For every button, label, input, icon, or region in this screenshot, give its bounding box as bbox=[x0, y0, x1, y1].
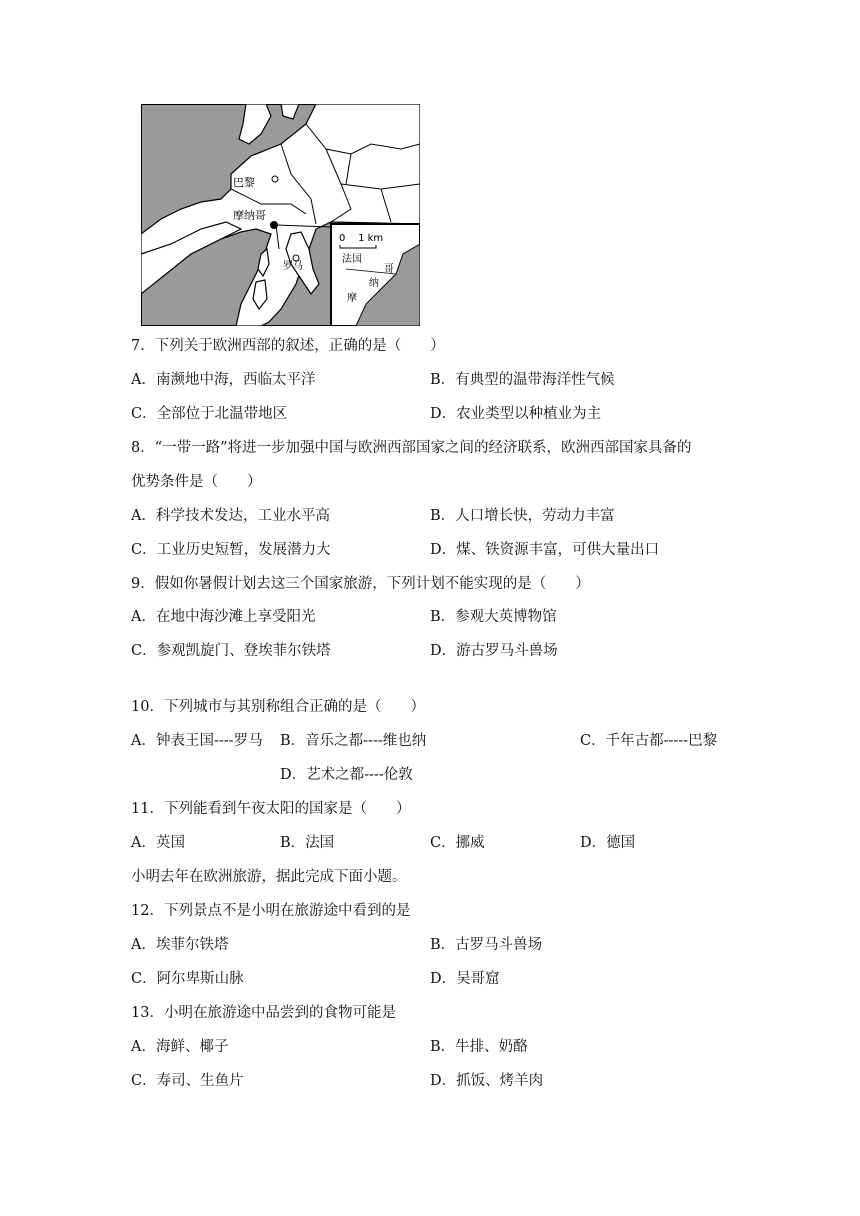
q7-option-d[interactable]: D．农业类型以种植业为主 bbox=[430, 406, 602, 422]
q12-option-d[interactable]: D．吴哥窟 bbox=[430, 971, 500, 987]
q11-stem: 11．下列能看到午夜太阳的国家是（ ） bbox=[131, 801, 411, 817]
q10-option-b[interactable]: B．音乐之都----维也纳 bbox=[280, 733, 427, 749]
inset-label-france: 法国 bbox=[342, 254, 362, 265]
q13-option-c[interactable]: C．寿司、生鱼片 bbox=[131, 1073, 244, 1089]
q9-option-a[interactable]: A．在地中海沙滩上享受阳光 bbox=[131, 609, 316, 625]
q9-option-c[interactable]: C．参观凯旋门、登埃菲尔铁塔 bbox=[131, 643, 331, 659]
q8-option-a[interactable]: A．科学技术发达，工业水平高 bbox=[131, 508, 330, 524]
q12-stem: 12．下列景点不是小明在旅游途中看到的是 bbox=[131, 903, 411, 919]
inset-label-ge: 哥 bbox=[384, 264, 394, 275]
q8-stem: 8．“一带一路”将进一步加强中国与欧洲西部国家之间的经济联系，欧洲西部国家具备的 bbox=[131, 440, 692, 456]
label-paris: 巴黎 bbox=[233, 176, 255, 189]
inset-scale: 0 1 km bbox=[339, 233, 384, 244]
label-rome: 罗马 bbox=[283, 261, 303, 272]
q7-option-a[interactable]: A．南濒地中海，西临太平洋 bbox=[131, 372, 316, 388]
q9-option-b[interactable]: B．参观大英博物馆 bbox=[430, 609, 557, 625]
europe-map-figure bbox=[141, 104, 420, 326]
q13-option-d[interactable]: D．抓饭、烤羊肉 bbox=[430, 1073, 544, 1089]
label-monaco: 摩纳哥 bbox=[233, 209, 266, 222]
q8-option-c[interactable]: C．工业历史短暂，发展潜力大 bbox=[131, 542, 331, 558]
q9-stem: 9．假如你暑假计划去这三个国家旅游，下列计划不能实现的是（ ） bbox=[131, 576, 590, 592]
q13-option-a[interactable]: A．海鲜、椰子 bbox=[131, 1039, 229, 1055]
q13-stem: 13．小明在旅游途中品尝到的食物可能是 bbox=[131, 1005, 396, 1021]
q12-option-b[interactable]: B．古罗马斗兽场 bbox=[430, 937, 543, 953]
q11-option-c[interactable]: C．挪威 bbox=[430, 835, 485, 851]
q7-option-b[interactable]: B．有典型的温带海洋性气候 bbox=[430, 372, 615, 388]
q10-stem: 10．下列城市与其别称组合正确的是（ ） bbox=[131, 699, 425, 715]
q10-option-c[interactable]: C．千年古都-----巴黎 bbox=[580, 733, 718, 749]
q8-option-d[interactable]: D．煤、铁资源丰富，可供大量出口 bbox=[430, 542, 660, 558]
q11-option-d[interactable]: D．德国 bbox=[580, 835, 636, 851]
q12-option-c[interactable]: C．阿尔卑斯山脉 bbox=[131, 971, 244, 987]
q10-option-d[interactable]: D．艺术之都----伦敦 bbox=[280, 767, 413, 783]
q11-option-a[interactable]: A．英国 bbox=[131, 835, 185, 851]
inset-label-mo: 摩 bbox=[347, 293, 357, 304]
paris-dot bbox=[272, 176, 278, 182]
q8-option-b[interactable]: B．人口增长快，劳动力丰富 bbox=[430, 508, 615, 524]
q11-option-b[interactable]: B．法国 bbox=[280, 835, 335, 851]
q7-option-c[interactable]: C．全部位于北温带地区 bbox=[131, 406, 288, 422]
q9-option-d[interactable]: D．游古罗马斗兽场 bbox=[430, 643, 558, 659]
inset-label-na: 纳 bbox=[369, 278, 379, 289]
q12-option-a[interactable]: A．埃菲尔铁塔 bbox=[131, 937, 229, 953]
q13-option-b[interactable]: B．牛排、奶酪 bbox=[430, 1039, 528, 1055]
q10-option-a[interactable]: A．钟表王国----罗马 bbox=[131, 733, 263, 749]
q7-stem: 7．下列关于欧洲西部的叙述，正确的是（ ） bbox=[131, 338, 445, 354]
passage-intro: 小明去年在欧洲旅游，据此完成下面小题。 bbox=[131, 869, 407, 885]
q8-stem-cont: 优势条件是（ ） bbox=[131, 474, 262, 490]
